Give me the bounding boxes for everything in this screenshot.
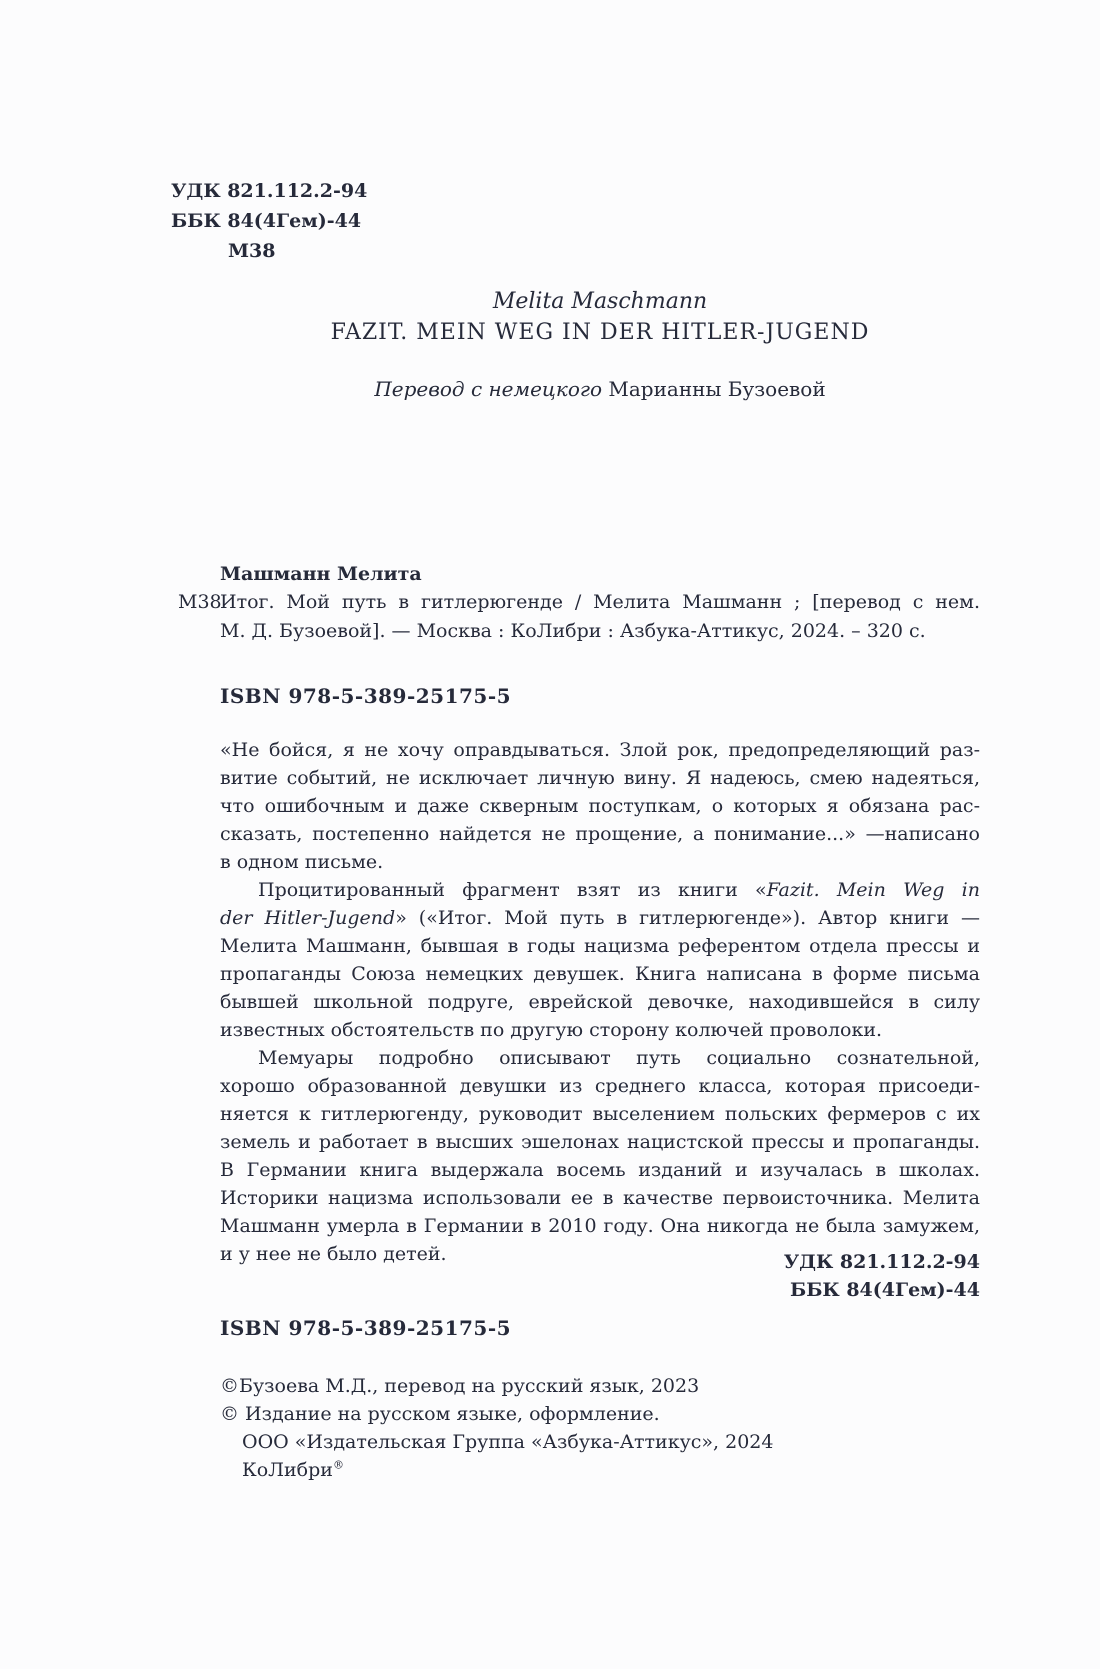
translation-credit [220, 377, 980, 401]
copyright-block [220, 1372, 980, 1484]
udk-code-bottom: УДК 821.112.2-94 [783, 1251, 980, 1273]
isbn-bottom: ISBN 978-5-389-25175-5 [220, 1316, 512, 1340]
translation-lead: Перевод с немецкого [374, 377, 603, 401]
annotation-segment: Мелита Машманн, бывшая в годы нацизма референтом отдела прессы и [220, 935, 980, 957]
annotation-line [220, 1072, 980, 1100]
annotation-line [220, 820, 980, 848]
annotation-segment: бывшей школьной подруге, еврейской девочке, находившейся в силу [220, 991, 980, 1013]
annotation-line [220, 876, 980, 904]
annotation-segment: пропаганды Союза немецких девушек. Книга написана в форме письма [220, 963, 980, 985]
catalog-author: Машманн Мелита [220, 563, 422, 585]
annotation-line [220, 764, 980, 792]
translator-name: Марианны Бузоевой [608, 377, 826, 401]
copyright-line: © Издание на русском языке, оформление. [220, 1403, 660, 1425]
copyright-line: ООО «Издательская Группа «Азбука-Аттикус», 2024 [242, 1431, 774, 1453]
annotation-italic-segment: der Hitler-Jugend [220, 907, 396, 929]
annotation-segment: » («Итог. Мой путь в гитлерюгенде»). Автор книги — [395, 907, 981, 929]
classification-codes-top [171, 176, 367, 266]
annotation-segment: Мемуары подробно описывают путь социально сознательной, [258, 1047, 980, 1069]
annotation-line [220, 960, 980, 988]
annotation-line [220, 1128, 980, 1156]
annotation-line [220, 1016, 980, 1044]
author-sign-code-catalog: М38 [178, 591, 222, 613]
annotation-line [220, 1184, 980, 1212]
annotation-line [220, 1100, 980, 1128]
original-author: Melita Maschmann [492, 289, 708, 314]
original-title: FAZIT. MEIN WEG IN DER HITLER-JUGEND [330, 320, 870, 345]
annotation-segment: известных обстоятельств по другую сторону колючей проволоки. [220, 1019, 883, 1041]
catalog-lines [220, 588, 980, 646]
annotation-segment: Процитированный фрагмент взят из книги « [258, 879, 767, 901]
isbn-top: ISBN 978-5-389-25175-5 [220, 684, 512, 708]
annotation-segment: «Не бойся, я не хочу оправдываться. Злой рок, предопределяющий раз- [220, 739, 980, 761]
annotation-line [220, 932, 980, 960]
annotation-segment: няется к гитлерюгенду, руководит выселением польских фермеров с их [220, 1103, 980, 1125]
annotation-segment: земель и работает в высших эшелонах нацистской прессы и пропаганды. [220, 1131, 980, 1153]
annotation-segment: Историки нацизма использовали ее в качестве первоисточника. Мелита [220, 1187, 980, 1209]
annotation-line [220, 904, 980, 932]
registered-trademark-mark: ® [332, 1458, 344, 1472]
author-sign-code-top: М38 [228, 240, 276, 262]
catalog-entry [178, 588, 980, 646]
annotation-segment: сказать, постепенно найдется не прощение, а понимание...» —написано [220, 823, 980, 845]
annotation-segment: что ошибочным и даже скверным поступкам, о которых я обязана рас- [220, 795, 980, 817]
bbk-code-top: ББК 84(4Гем)-44 [171, 210, 362, 232]
annotation-segment: Машманн умерла в Германии в 2010 году. Она никогда не была замужем, [220, 1215, 980, 1237]
annotation-line [220, 1156, 980, 1184]
annotation-line [220, 792, 980, 820]
annotation-segment: и у нее не было детей. [220, 1243, 447, 1265]
catalog-card [178, 560, 980, 646]
annotation-segment: витие событий, не исключает личную вину. Я надеюсь, смею надеяться, [220, 767, 980, 789]
catalog-line: М. Д. Бузоевой]. — Москва : КоЛибри : Азбука-Аттикус, 2024. – 320 с. [220, 620, 926, 642]
classification-codes-bottom [784, 1248, 980, 1304]
annotation-line [220, 1044, 980, 1072]
annotation-line [220, 988, 980, 1016]
copyright-line: КоЛибри® [242, 1458, 344, 1481]
bbk-code-bottom: ББК 84(4Гем)-44 [789, 1279, 980, 1301]
annotation-line [220, 1212, 980, 1240]
original-title-block [220, 286, 980, 348]
catalog-line: Итог. Мой путь в гитлерюгенде / Мелита Машманн ; [перевод с нем. [220, 591, 980, 613]
annotation-segment: хорошо образованной девушки из среднего класса, которая присоеди- [220, 1075, 980, 1097]
annotation-segment: в одном письме. [220, 851, 384, 873]
annotation-italic-segment: Fazit. Mein Weg in [766, 879, 980, 901]
udk-code-top: УДК 821.112.2-94 [171, 180, 368, 202]
annotation-text [220, 736, 980, 1268]
copyright-line: ©Бузоева М.Д., перевод на русский язык, 2023 [220, 1375, 700, 1397]
annotation-segment: В Германии книга выдержала восемь изданий и изучалась в школах. [220, 1159, 980, 1181]
annotation-line [220, 848, 980, 876]
annotation-line [220, 736, 980, 764]
